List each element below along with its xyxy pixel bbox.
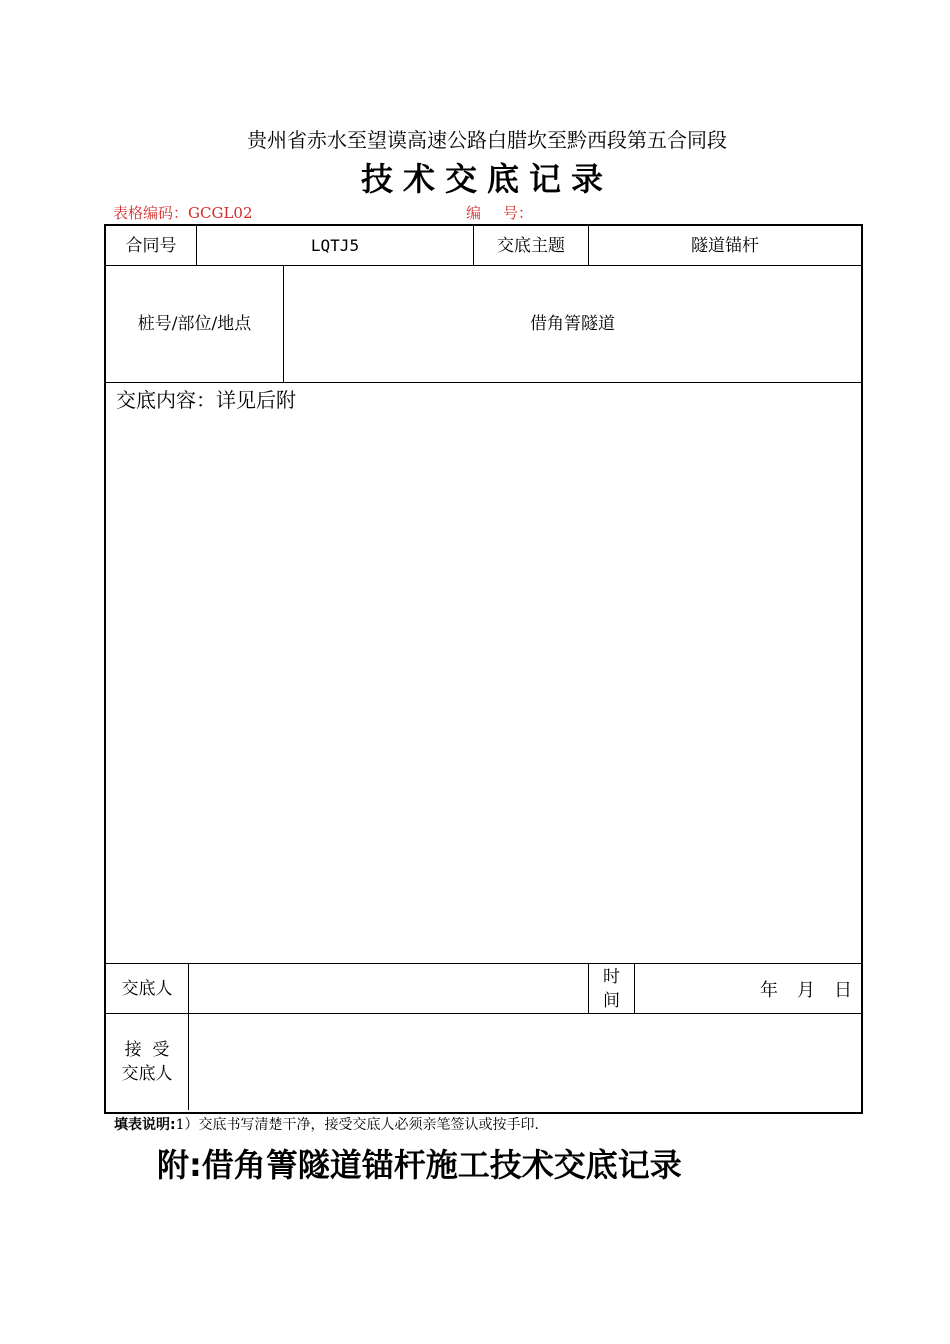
filling-instructions [114,1114,539,1134]
receiver-label-line-1: 接 受 [124,1040,170,1060]
form-code: 表格编码：GCGL02 [113,204,253,222]
time-label [589,964,634,1013]
disclosure-content-label: 交底内容：详见后附 [116,388,296,412]
col-divider [188,963,189,1110]
location-value: 借角箐隧道 [530,314,615,334]
receiver-label [106,1014,188,1110]
contract-number-value: LQTJ5 [310,235,360,255]
time-label-char-1: 时 [603,966,620,987]
disclosure-form-table [104,224,863,1114]
note-label: 填表说明: [114,1117,176,1133]
time-label-char-2: 间 [603,990,620,1011]
topic-label: 交底主题 [497,235,565,256]
presenter-label: 交底人 [121,978,173,999]
row-divider [106,382,861,383]
number-label-part-2: 号： [503,204,534,222]
document-number [466,202,533,223]
appendix-title: 附:借角箐隧道锚杆施工技术交底记录 [157,1146,682,1184]
col-divider [634,963,635,1013]
contract-number-label: 合同号 [125,235,177,256]
date-field [742,964,853,1014]
topic-value: 隧道锚杆 [691,235,759,256]
project-subtitle: 贵州省赤水至望谟高速公路白腊坎至黔西段第五合同段 [247,128,727,152]
note-text: 1）交底书写清楚干净，接受交底人必须亲笔签认或按手印. [175,1117,539,1133]
receiver-label-line-2: 交底人 [121,1064,173,1084]
date-day-label: 日 [834,980,853,1001]
date-month-label: 月 [797,980,816,1001]
document-title: 技术交底记录 [360,160,613,198]
location-label: 桩号/部位/地点 [137,314,252,334]
number-label-part-1: 编 [466,204,482,222]
date-year-label: 年 [760,980,779,1001]
